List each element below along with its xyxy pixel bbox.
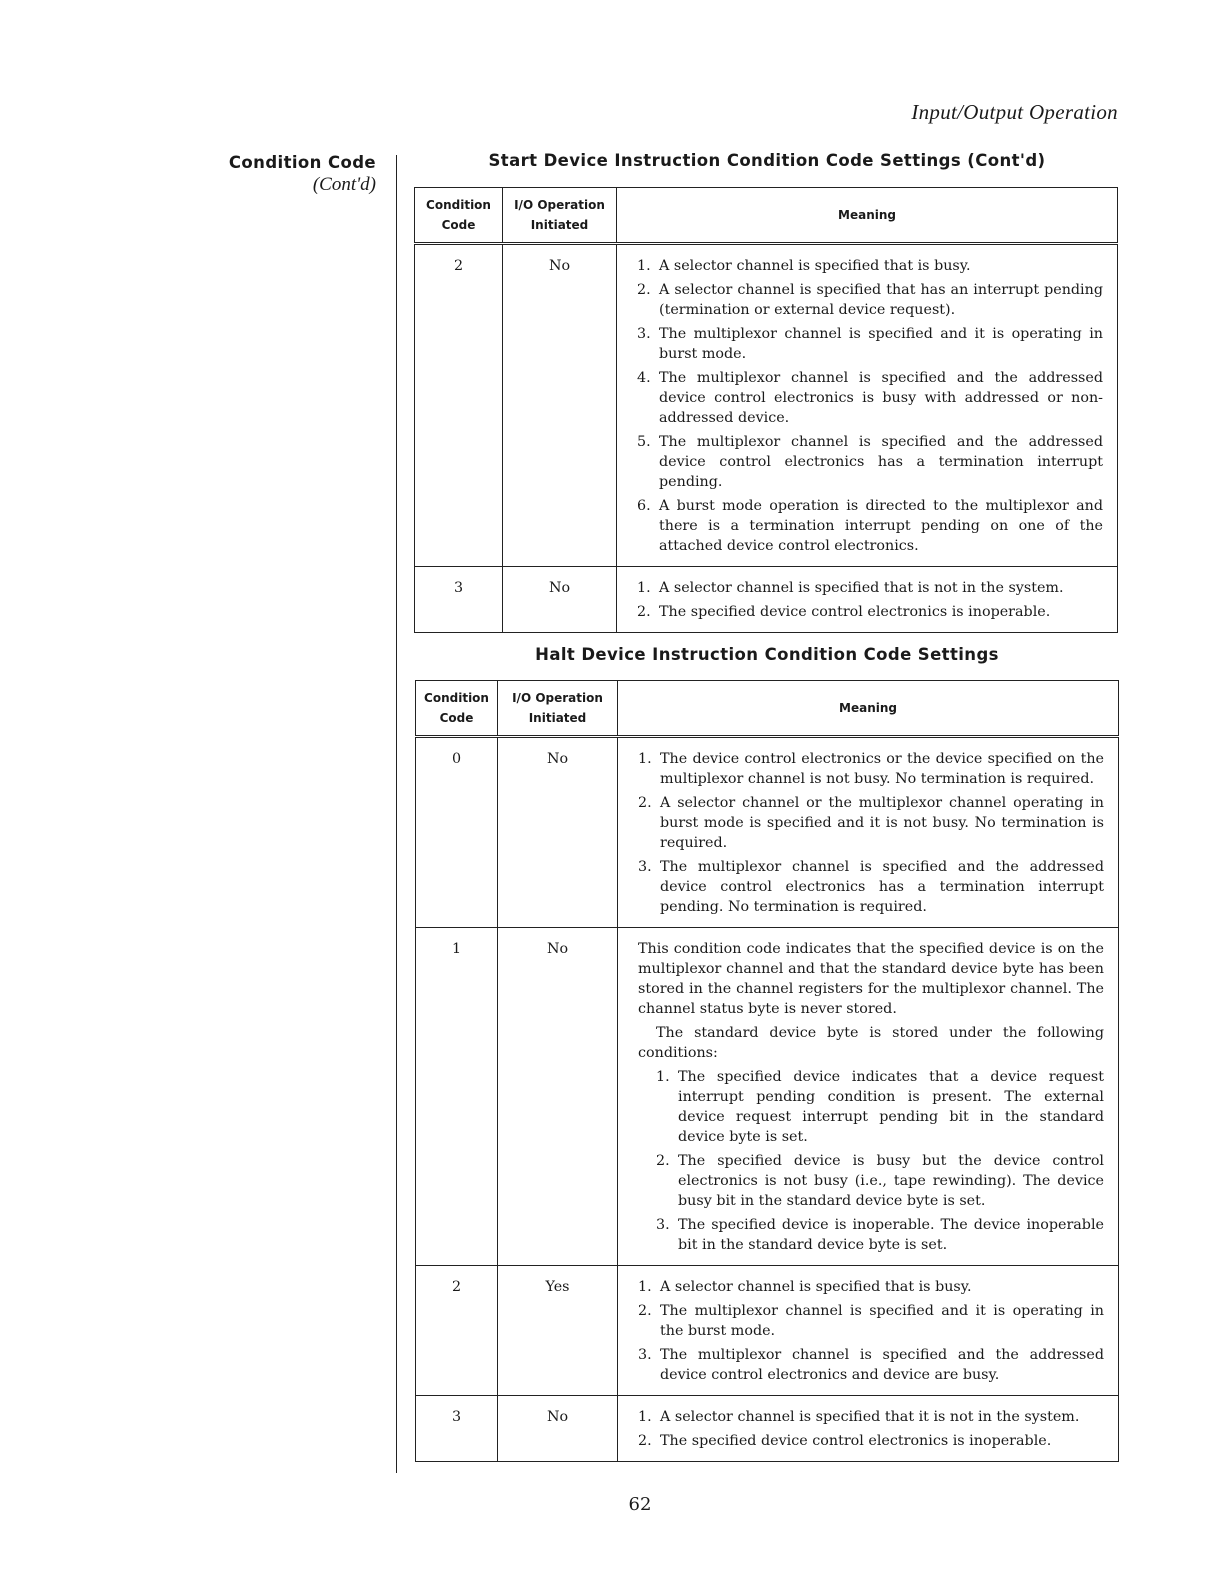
initiated-cell: No: [498, 928, 618, 1266]
header-condition-code: Condition Code: [416, 681, 498, 737]
list-item: 3. The multiplexor channel is specified and the addressed device control electronics has a termination interrupt pending. No termination is required.: [638, 859, 1104, 915]
meaning-cell: [618, 1396, 1119, 1462]
list-item: 1. The device control electronics or the device specified on the multiplexor channel is not busy. No termination is required.: [638, 751, 1104, 787]
condition-code-cell: 3: [415, 567, 503, 633]
header-io-initiated: I/O Operation Initiated: [503, 188, 617, 244]
table-caption-start-device: Start Device Instruction Condition Code Settings (Cont'd): [488, 151, 1046, 170]
list-item: 3. The multiplexor channel is specified and it is operating in burst mode.: [637, 326, 1103, 362]
initiated-cell: No: [503, 244, 617, 567]
list-item: 3. The specified device is inoperable. The device inoperable bit in the standard device byte is set.: [656, 1217, 1104, 1253]
table-row: [415, 567, 1118, 633]
table-caption-halt-device: Halt Device Instruction Condition Code Settings: [535, 645, 999, 664]
list-item: 1. A selector channel is specified that is busy.: [638, 1279, 972, 1295]
running-head: Input/Output Operation: [911, 100, 1118, 124]
page-number: 62: [628, 1494, 652, 1515]
side-heading-subtitle: (Cont'd): [312, 174, 376, 195]
list-item: 6. A burst mode operation is directed to the multiplexor and there is a termination interrupt pending on one of the attached device control electronics.: [637, 498, 1103, 554]
list-item: 1. The specified device indicates that a device request interrupt pending condition is present. The external device request interrupt pending bit in the standard device byte is set.: [656, 1069, 1104, 1145]
meaning-cell: [618, 1266, 1119, 1396]
header-meaning: Meaning: [618, 681, 1119, 737]
list-item: 2. A selector channel is specified that has an interrupt pending (termination or external device request).: [637, 282, 1103, 318]
side-heading-title: Condition Code: [228, 153, 376, 172]
table-row: [416, 1396, 1119, 1462]
condition-code-cell: 2: [415, 244, 503, 567]
list-item: 2. The specified device is busy but the device control electronics is not busy (i.e., tape rewinding). The device busy bit in the standard device byte is set.: [656, 1153, 1104, 1209]
header-io-initiated: I/O Operation Initiated: [498, 681, 618, 737]
table-row: [416, 1266, 1119, 1396]
initiated-cell: Yes: [498, 1266, 618, 1396]
table-row: [416, 737, 1119, 928]
condition-code-cell: 0: [416, 737, 498, 928]
list-item: 2. A selector channel or the multiplexor channel operating in burst mode is specified and it is not busy. No termination is required.: [638, 795, 1104, 851]
meaning-paragraph: The standard device byte is stored under the following conditions:: [638, 1025, 1104, 1061]
side-heading: [229, 153, 376, 196]
meaning-cell: [618, 737, 1119, 928]
list-item: 5. The multiplexor channel is specified and the addressed device control electronics has a termination interrupt pending.: [637, 434, 1103, 490]
condition-code-cell: 3: [416, 1396, 498, 1462]
initiated-cell: No: [498, 737, 618, 928]
condition-code-cell: 2: [416, 1266, 498, 1396]
list-item: 4. The multiplexor channel is specified and the addressed device control electronics is busy with addressed or non-addressed device.: [637, 370, 1103, 426]
meaning-paragraph: This condition code indicates that the specified device is on the multiplexor channel and that the standard device byte has been stored in the channel registers for the multiplexor channel. The channel status byte is never stored.: [638, 941, 1104, 1017]
list-item: 1. A selector channel is specified that is not in the system.: [637, 580, 1064, 596]
list-item: 2. The specified device control electronics is inoperable.: [637, 604, 1051, 620]
start-device-table: [414, 187, 1118, 633]
list-item: 3. The multiplexor channel is specified and the addressed device control electronics and device are busy.: [638, 1347, 1104, 1383]
initiated-cell: No: [503, 567, 617, 633]
list-item: 2. The specified device control electronics is inoperable.: [638, 1433, 1052, 1449]
list-item: 2. The multiplexor channel is specified and it is operating in the burst mode.: [638, 1303, 1104, 1339]
list-item: 1. A selector channel is specified that is busy.: [637, 258, 971, 274]
meaning-cell: [618, 928, 1119, 1266]
table-row: [416, 928, 1119, 1266]
meaning-cell: [617, 567, 1118, 633]
initiated-cell: No: [498, 1396, 618, 1462]
halt-device-table: [415, 680, 1119, 1462]
meaning-cell: [617, 244, 1118, 567]
header-condition-code: Condition Code: [415, 188, 503, 244]
margin-rule: [396, 155, 397, 1473]
table-row: [415, 244, 1118, 567]
header-meaning: Meaning: [617, 188, 1118, 244]
condition-code-cell: 1: [416, 928, 498, 1266]
list-item: 1. A selector channel is specified that it is not in the system.: [638, 1409, 1080, 1425]
